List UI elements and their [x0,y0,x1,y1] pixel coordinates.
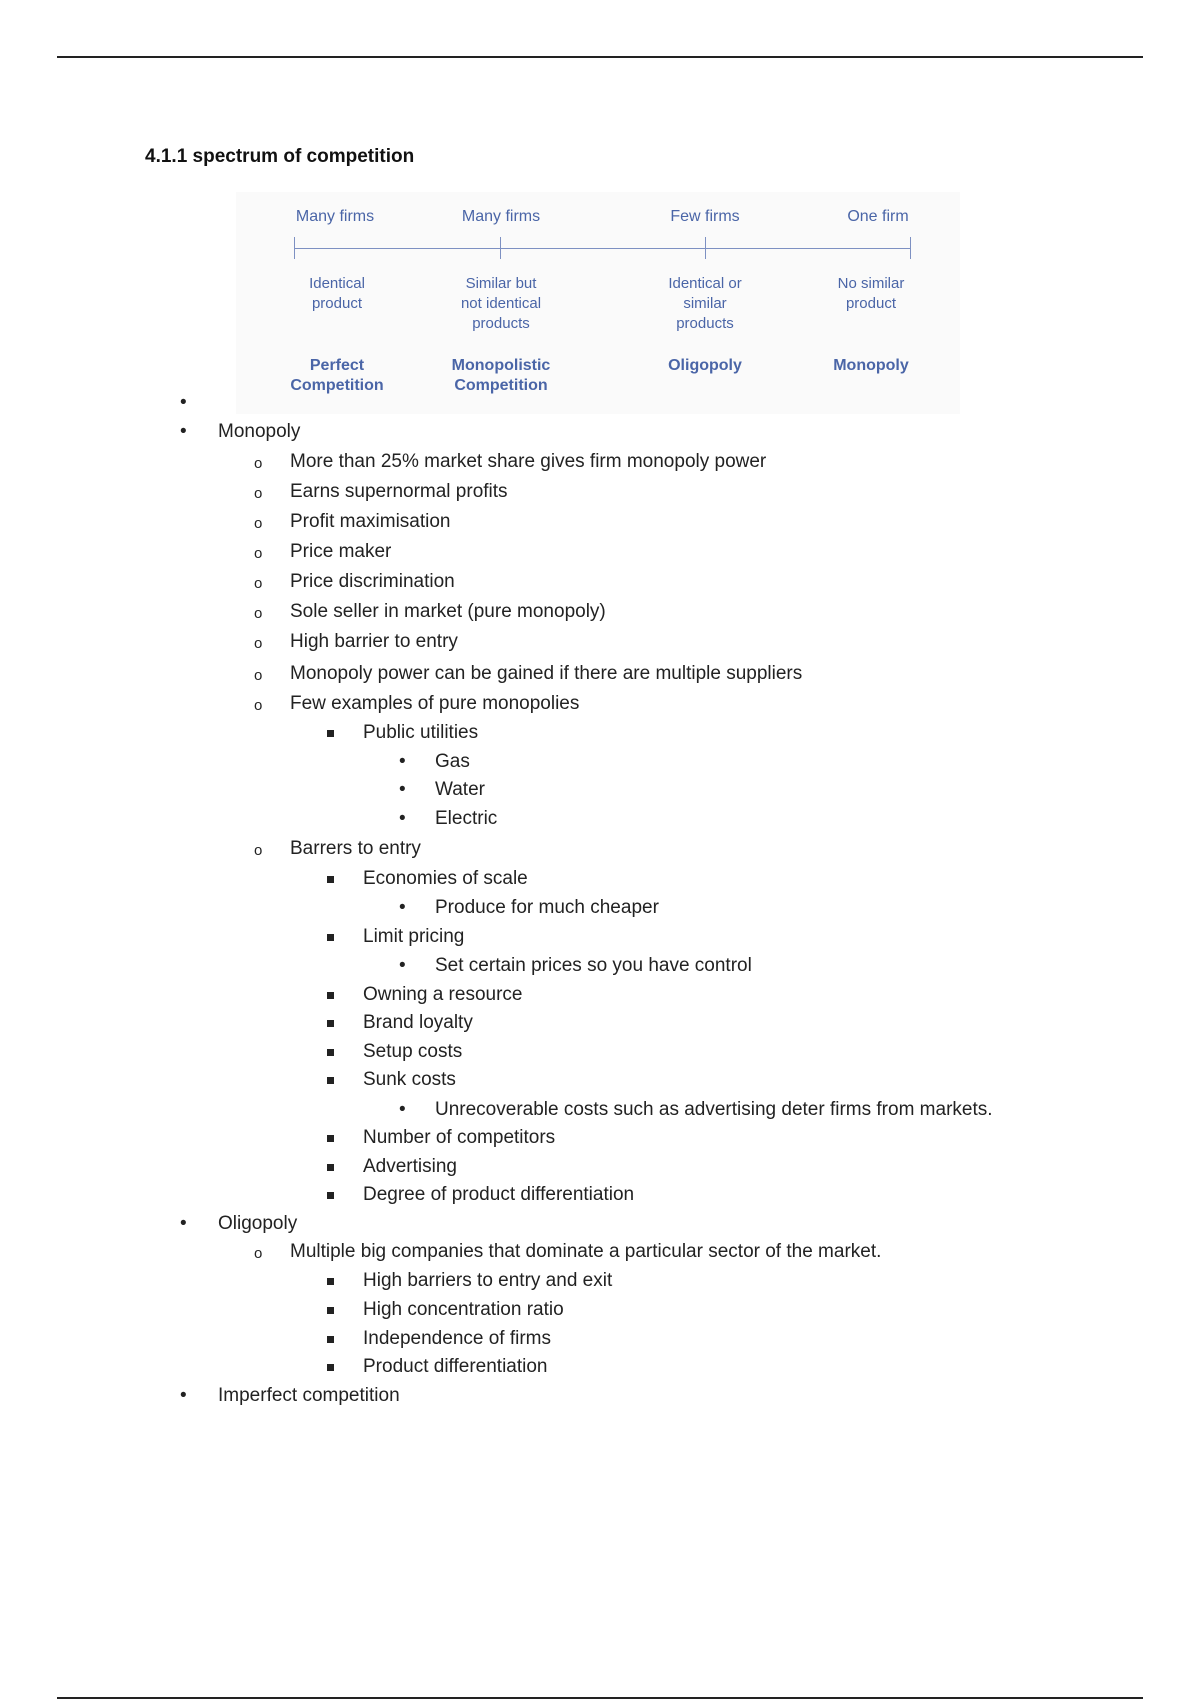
diagram-market-label: Monopolistic Competition [451,357,551,394]
disc-bullet-icon: • [399,751,406,772]
outline-item-text: Price discrimination [290,571,455,592]
diagram-product-label: Identical product [309,275,365,312]
outline-item-text: Owning a resource [363,984,523,1005]
outline-item-text: Setup costs [363,1041,463,1062]
competition-spectrum-diagram [236,192,960,414]
diagram-product-label: No similar product [837,275,905,312]
outline-item-text: Degree of product differentiation [363,1184,635,1205]
diagram-firms-label: One firm [847,208,909,225]
circle-bullet-icon: o [254,515,263,532]
diagram-firms-label: Many firms [461,208,541,225]
outline-item-text: Unrecoverable costs such as advertising deter firms from markets. [435,1099,993,1120]
square-bullet-icon [327,730,334,737]
square-bullet-icon [327,1278,334,1285]
outline-item-text: Gas [435,751,470,772]
outline-item-text: Advertising [363,1156,457,1177]
outline-item-text: High barriers to entry and exit [363,1270,613,1291]
section-heading: 4.1.1 spectrum of competition [145,146,415,167]
square-bullet-icon [327,1077,334,1084]
diagram-product-label: Identical or similar products [668,275,742,332]
outline-item-text: Profit maximisation [290,511,451,532]
square-bullet-icon [327,992,334,999]
outline-item-text: Monopoly [218,421,301,442]
circle-bullet-icon: o [254,485,263,502]
outline-item-text: Public utilities [363,722,479,743]
outline-item-text: Price maker [290,541,392,562]
outline-item-text: Monopoly power can be gained if there are multiple suppliers [290,663,803,684]
diagram-firms-label: Many firms [295,208,375,225]
diagram-firms-label: Few firms [670,208,740,225]
disc-bullet-icon: • [399,779,406,800]
square-bullet-icon [327,1135,334,1142]
disc-bullet-icon: • [180,1213,187,1234]
disc-bullet-icon: • [180,1385,187,1406]
outline-item-text: Sole seller in market (pure monopoly) [290,601,606,622]
axis-tick [910,237,911,259]
outline-item-text: Multiple big companies that dominate a particular sector of the market. [290,1241,882,1262]
outline-item-text: Few examples of pure monopolies [290,693,580,714]
outline-item-text: Economies of scale [363,868,528,889]
square-bullet-icon [327,1192,334,1199]
outline-item-text: Water [435,779,485,800]
outline-item-text: Sunk costs [363,1069,456,1090]
outline-item-text: Oligopoly [218,1213,298,1234]
outline-item-text: Limit pricing [363,926,465,947]
outline-item-text: Electric [435,808,498,829]
outline-item-text: Imperfect competition [218,1385,400,1406]
spectrum-axis [294,248,910,249]
square-bullet-icon [327,934,334,941]
axis-tick [294,237,295,259]
outline-item-text: High concentration ratio [363,1299,564,1320]
circle-bullet-icon: o [254,605,263,622]
circle-bullet-icon: o [254,635,263,652]
footer-rule [57,1697,1143,1699]
circle-bullet-icon: o [254,1245,263,1262]
diagram-market-label: Monopoly [833,357,909,374]
circle-bullet-icon: o [254,697,263,714]
square-bullet-icon [327,1164,334,1171]
disc-bullet-icon: • [399,808,406,829]
circle-bullet-icon: o [254,667,263,684]
disc-bullet-icon: • [399,897,406,918]
square-bullet-icon [327,1020,334,1027]
header-rule [57,56,1143,58]
outline-item-text: Independence of firms [363,1328,552,1349]
disc-bullet-icon: • [180,392,187,413]
outline-item-text: Product differentiation [363,1356,548,1377]
outline-item-text: Produce for much cheaper [435,897,659,918]
disc-bullet-icon: • [180,421,187,442]
square-bullet-icon [327,1336,334,1343]
circle-bullet-icon: o [254,575,263,592]
square-bullet-icon [327,876,334,883]
diagram-market-label: Oligopoly [668,357,742,374]
circle-bullet-icon: o [254,455,263,472]
outline-item-text: More than 25% market share gives firm monopoly power [290,451,767,472]
outline-item-text: Number of competitors [363,1127,556,1148]
outline-item-text: Barrers to entry [290,838,421,859]
square-bullet-icon [327,1049,334,1056]
outline-item-text: High barrier to entry [290,631,458,652]
square-bullet-icon [327,1364,334,1371]
outline-item-text: Brand loyalty [363,1012,473,1033]
disc-bullet-icon: • [399,955,406,976]
circle-bullet-icon: o [254,545,263,562]
diagram-market-label: Perfect Competition [290,357,384,394]
circle-bullet-icon: o [254,842,263,859]
axis-tick [705,237,706,259]
square-bullet-icon [327,1307,334,1314]
outline-item-text: Set certain prices so you have control [435,955,752,976]
diagram-product-label: Similar but not identical products [460,275,542,332]
outline-item-text: Earns supernormal profits [290,481,508,502]
axis-tick [500,237,501,259]
disc-bullet-icon: • [399,1099,406,1120]
